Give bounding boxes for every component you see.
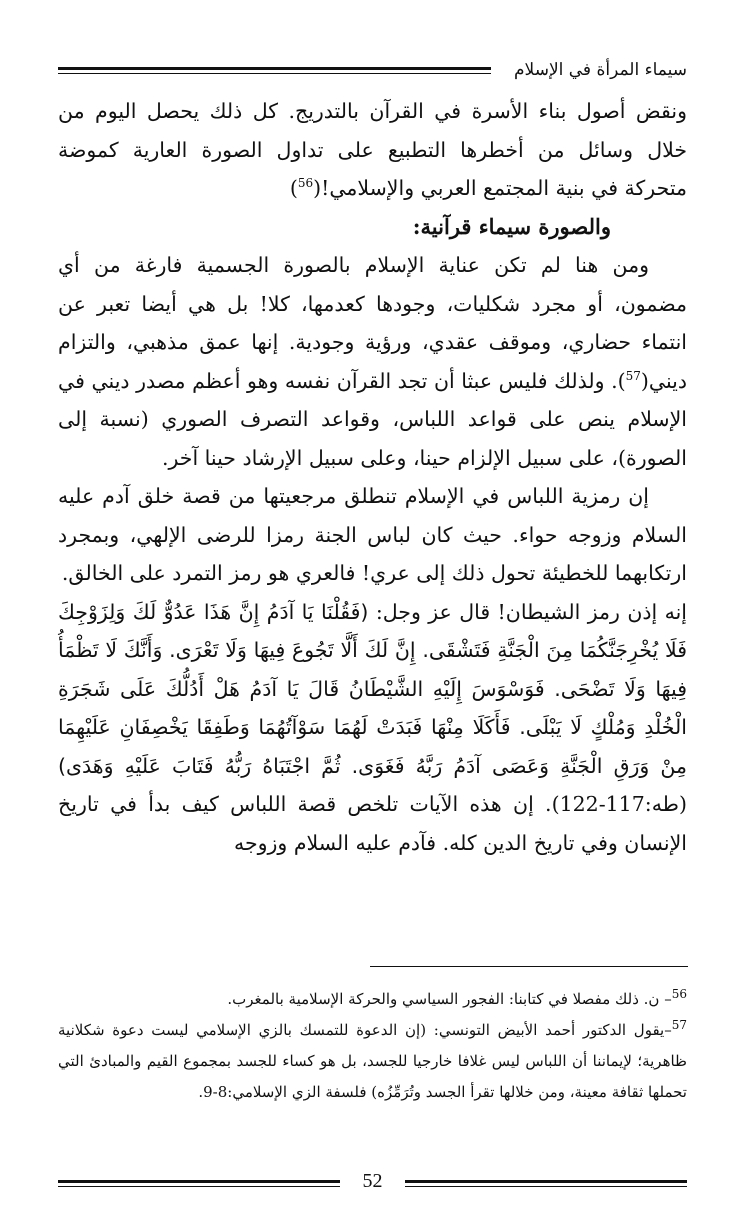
paragraph-3: إن رمزية اللباس في الإسلام تنطلق مرجعيتها من قصة خلق آدم عليه السلام وزوجه حواء. حيث كان لباس الجنة رمزا للرضى الإلهي، وبمجرد ارتكابهما للخطيئة تحول ذلك إلى عري! فالعري هو رمز التمرد على الخالق. (58, 484, 687, 585)
paragraph-4: إنه إذن رمز الشيطان! قال عز وجل: (فَقُلْنَا يَا آدَمُ إِنَّ هَذَا عَدُوٌّ لَكَ وَلِزَوْجِكَ فَلَا يُخْرِجَنَّكُمَا مِنَ الْجَنَّةِ فَتَشْقَى. إِنَّ لَكَ أَلَّا تَجُوعَ فِيهَا وَلَا تَعْرَى. وَأَنَّكَ لَا تَظْمَأُ فِيهَا وَلَا تَضْحَى. فَوَسْوَسَ إِلَيْهِ الشَّيْطَانُ قَالَ يَا آدَمُ هَلْ أَدُلُّكَ عَلَى شَجَرَةِ الْخُلْدِ وَمُلْكٍ لَا يَبْلَى. فَأَكَلَا مِنْهَا فَبَدَتْ لَهُمَا سَوْآتُهُمَا وَطَفِقَا يَخْصِفَانِ عَلَيْهِمَا مِنْ وَرَقِ الْجَنَّةِ وَعَصَى آدَمُ رَبَّهُ فَغَوَى. ثُمَّ اجْتَبَاهُ رَبُّهُ فَتَابَ عَلَيْهِ وَهَدَى)(طه:117-122). إن هذه الآيات تلخص قصة اللباس كيف بدأ في تاريخ الإنسان وفي تاريخ الدين كله. فآدم عليه السلام وزوجه (58, 599, 687, 855)
quran-reference: (طه:117-122) (551, 792, 687, 816)
footnote-56: $^{56}$– ن. ذلك مفصلا في كتابنا: الفجور السياسي والحركة الإسلامية بالمغرب. (227, 987, 687, 1008)
header-title: سيماء المرأة في الإسلام (514, 60, 687, 80)
paragraph-1: ونقض أصول بناء الأسرة في القرآن بالتدريج. كل ذلك يحصل اليوم من خلال وسائل من أخطرها التطبيع على تداول الصورة العارية كموضة متحركة في بنية المجتمع العربي والإسلامي!($^{56}$) (58, 99, 687, 200)
quran-quote: (فَقُلْنَا يَا آدَمُ إِنَّ هَذَا عَدُوٌّ لَكَ وَلِزَوْجِكَ فَلَا يُخْرِجَنَّكُمَا مِنَ الْجَنَّةِ فَتَشْقَى. إِنَّ لَكَ أَلَّا تَجُوعَ فِيهَا وَلَا تَعْرَى. وَأَنَّكَ لَا تَظْمَأُ فِيهَا وَلَا تَضْحَى. فَوَسْوَسَ إِلَيْهِ الشَّيْطَانُ قَالَ يَا آدَمُ هَلْ أَدُلُّكَ عَلَى شَجَرَةِ الْخُلْدِ وَمُلْكٍ لَا يَبْلَى. فَأَكَلَا مِنْهَا فَبَدَتْ لَهُمَا سَوْآتُهُمَا وَطَفِقَا يَخْصِفَانِ عَلَيْهِمَا مِنْ وَرَقِ الْجَنَّةِ وَعَصَى آدَمُ رَبَّهُ فَغَوَى. ثُمَّ اجْتَبَاهُ رَبُّهُ فَتَابَ عَلَيْهِ وَهَدَى) (58, 599, 687, 778)
section-heading: والصورة سيماء قرآنية: (412, 213, 611, 239)
footnote-57: $^{57}$–يقول الدكتور أحمد الأبيض التونسي: (إن الدعوة للتمسك بالزي الإسلامي ليست دعوة شكلانية ظاهرية؛ لإيماننا أن اللباس ليس غلافا خارجيا للجسد، بل هو كساء للجسد بمجموع القيم والمبادئ التي تحملها ثقافة معينة، ومن خلالها تقرأ الجسد وتُرَمِّزُه) فلسفة الزي الإسلامي:8-9. (58, 1018, 688, 1101)
header-rule (58, 67, 491, 70)
running-header (58, 58, 687, 82)
footnote-number: 57 (671, 1018, 687, 1032)
footnote-ref-57: 57 (625, 368, 641, 383)
footnote-ref-56: 56 (297, 176, 314, 191)
footer-rule-right (405, 1180, 687, 1183)
paragraph-2: ومن هنا لم تكن عناية الإسلام بالصورة الجسمية فارغة من أي مضمون، أو مجرد شكليات، وجودها كعدمها، كلا! بل هي أيضا تعبر عن انتماء حضاري، وموقف عقدي، ورؤية وجودية. إنها عمق مذهبي، والتزام ديني($^{57}$). ولذلك فليس عبثا أن تجد القرآن نفسه وهو أعظم مصدر ديني في الإسلام ينص على قواعد اللباس، وقواعد التصرف الصوري (نسبة إلى الصورة)، على سبيل الإلزام حينا، وعلى سبيل الإرشاد حينا آخر. (58, 253, 687, 470)
footnote-number: 56 (671, 987, 687, 1001)
page-footer (58, 1168, 687, 1194)
page-number: 52 (362, 1170, 383, 1192)
footnote-separator (370, 966, 688, 967)
body-text (58, 92, 687, 862)
footnotes (58, 984, 687, 1108)
